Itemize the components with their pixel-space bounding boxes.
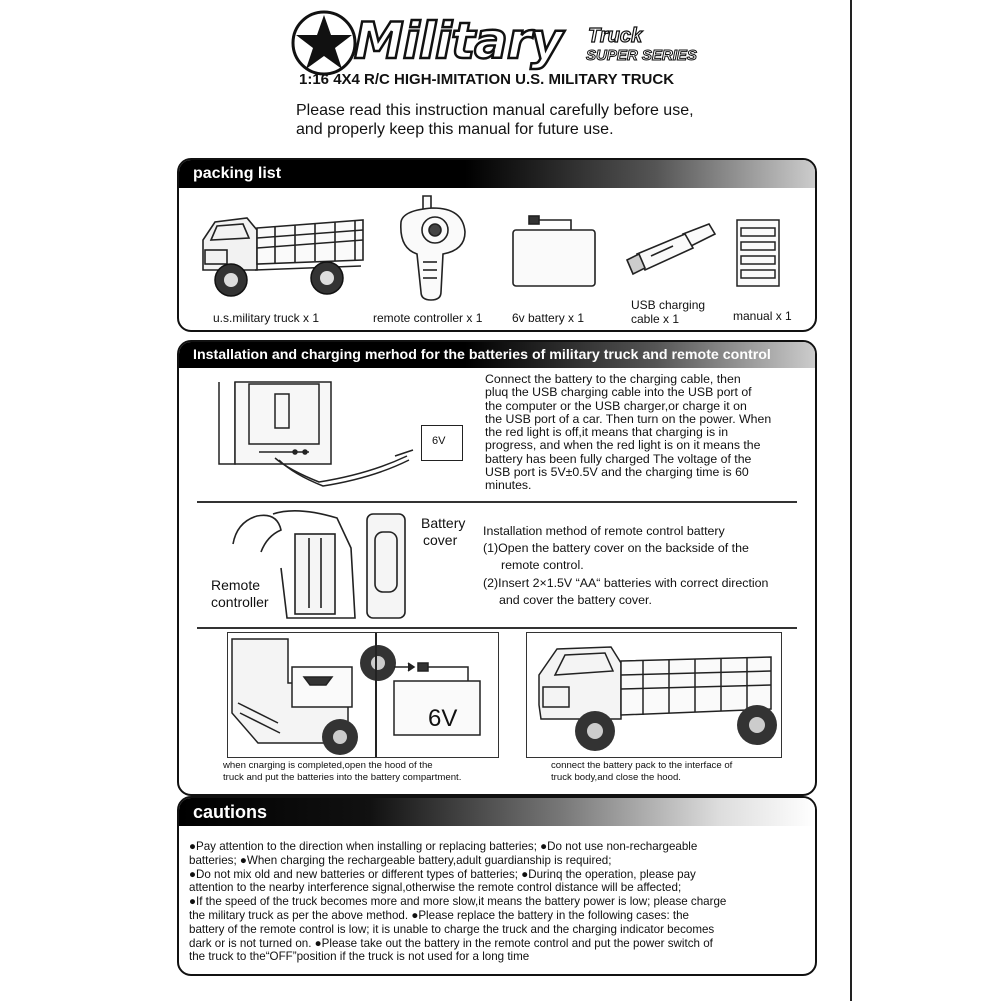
caution-line: the military truck as per the above method. ●Please replace the battery in the following cases: the (189, 908, 690, 922)
installation-section (177, 340, 817, 796)
packing-item-usb-label-1: USB charging (631, 298, 706, 312)
packing-item-remote-label: remote controller x 1 (373, 311, 483, 325)
installation-header (179, 342, 815, 368)
usb-cable-icon (623, 220, 719, 280)
battery-icon (509, 210, 599, 290)
truck-side-icon (531, 635, 777, 753)
caution-line: ●Pay attention to the direction when installing or replacing batteries; ●Do not use non-rechargeable (189, 840, 698, 853)
caution-line: battery of the remote control is low; it is unable to charge the truck and the charging indicator becomes (189, 922, 715, 936)
manual-icon (735, 218, 781, 288)
remote-controller-icon (393, 192, 473, 304)
packing-item-manual-label: manual x 1 (733, 309, 792, 323)
remote-step-1-cont: remote control. (501, 558, 584, 573)
caution-line: dark or is not turned on. ●Please take out the battery in the remote control and put the power switch of (189, 936, 713, 950)
charging-line: minutes. (485, 478, 532, 493)
remote-step-2-cont: and cover the battery cover. (499, 592, 652, 607)
charging-line: progress, and when the red light is on it means the (485, 438, 761, 453)
cautions-section (177, 796, 817, 976)
page-edge-line (850, 0, 852, 1001)
truck-icon (195, 200, 367, 300)
hood-caption-1: when cnarging is completed,open the hood of the (223, 760, 433, 771)
installation-title: Installation and charging merhod for the batteries of military truck and remote control (193, 347, 771, 363)
charging-line: the computer or the USB charger,or charge it on (485, 398, 747, 413)
remote-step-2: (2)Insert 2×1.5V “AA“ batteries with correct direction (483, 575, 769, 590)
logo-truck-text: Truck (588, 25, 643, 47)
charging-line: Connect the battery to the charging cable, then (485, 372, 741, 386)
cautions-title: cautions (193, 802, 268, 822)
caution-line: ●If the speed of the truck becomes more and more slow,it means the battery power is low; please charge (189, 895, 727, 909)
intro-line-1: Please read this instruction manual carefully before use, (296, 102, 694, 119)
remote-install-instructions (483, 523, 768, 609)
charging-battery-tag-text: 6V (432, 435, 446, 447)
charging-battery-tag (421, 425, 463, 461)
packing-item-usb-label-2: cable x 1 (631, 312, 680, 326)
product-subtitle: 1:16 4X4 R/C HIGH-IMITATION U.S. MILITARY TRUCK (299, 71, 675, 88)
remote-install-title: Installation method of remote control battery (483, 524, 725, 538)
charging-line: battery has been fully charged The voltage of the (485, 451, 752, 466)
packing-list-section (177, 158, 817, 332)
caution-line: ●Do not mix old and new batteries or different types of batteries; ●Durinq the operation, please pay (189, 867, 696, 881)
caution-line: attention to the nearby interference signal,otherwise the remote control distance will be affected; (189, 881, 682, 895)
logo-wordmark: Military (354, 12, 563, 70)
packing-list-header (179, 160, 815, 188)
remote-label-1: Remote (211, 577, 261, 593)
truck-caption-2: truck body,and close the hood. (551, 772, 681, 783)
charging-line: the red light is off,it means that charging is in (485, 425, 729, 440)
caution-line: batteries; ●When charging the rechargeable battery,adult guardianship is required; (189, 853, 612, 867)
packing-list-title: packing list (193, 165, 282, 182)
remote-label-2: controller (211, 594, 269, 610)
charging-line: the USB port of a car. Then turn on the power. When (485, 411, 772, 426)
remote-step-1: (1)Open the battery cover on the backside of the (483, 541, 749, 556)
cover-label-1: Battery (421, 515, 466, 531)
star-logo-icon (291, 10, 357, 76)
row-divider (197, 627, 797, 629)
hood-caption-2: truck and put the batteries into the battery compartment. (223, 772, 462, 783)
truck-closed-image (526, 632, 782, 758)
packing-item-truck-label: u.s.military truck x 1 (213, 311, 320, 325)
intro-line-2: and properly keep this manual for future use. (296, 121, 614, 138)
cautions-header (179, 798, 815, 826)
cautions-text (189, 840, 809, 964)
charging-instructions (485, 373, 805, 493)
logo-series-text: SUPER SERIES (586, 47, 697, 64)
charging-line: USB port is 5V±0.5V and the charging time is 60 (485, 465, 749, 480)
packing-item-battery-label: 6v battery x 1 (512, 311, 585, 325)
hood-battery-image (227, 632, 499, 758)
row-divider (197, 501, 797, 503)
cover-label-2: cover (423, 532, 458, 548)
truck-caption-1: connect the battery pack to the interface of (551, 760, 733, 771)
big-battery-label: 6V (428, 705, 458, 732)
caution-line: the truck to the“OFF”position if the truck is not used for a long time (189, 950, 530, 964)
charging-line: pluq the USB charging cable into the USB port of (485, 385, 752, 400)
